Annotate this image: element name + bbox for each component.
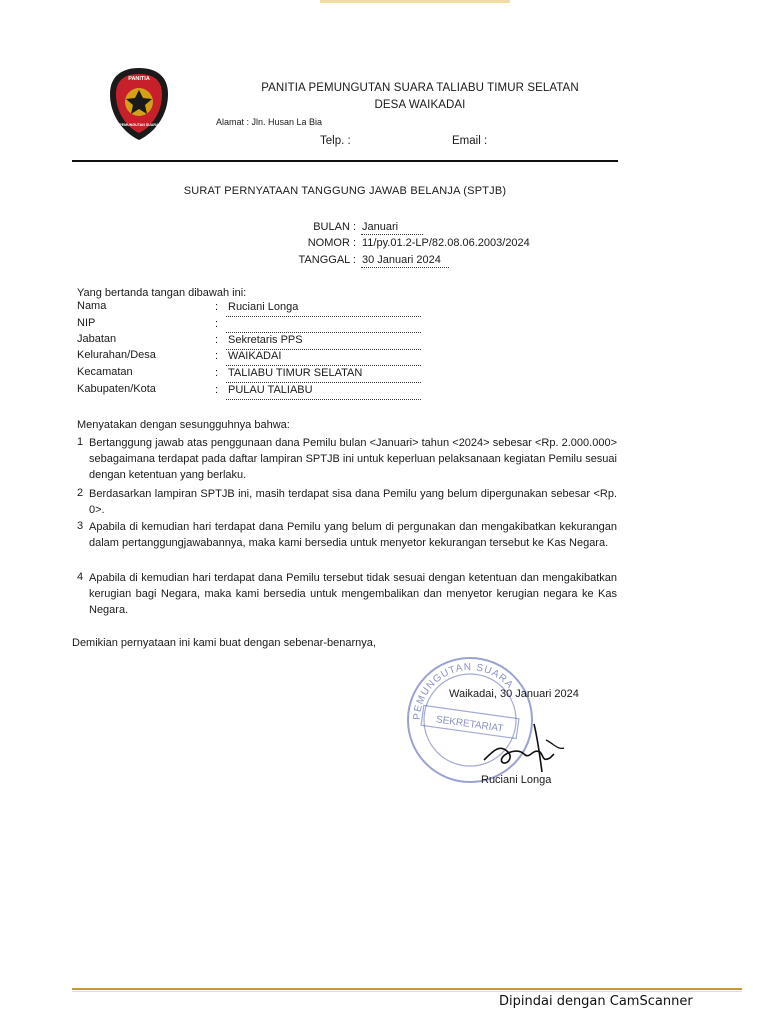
email-label: Email :: [452, 135, 488, 147]
identity-value: PULAU TALIABU: [228, 384, 313, 396]
statement-item-4: Apabila di kemudian hari terdapat dana Pemilu tersebut tidak sesuai dengan ketentuan dan mengakibatkan kerugian bagi Negara, maka kami bersedia untuk mengembalikan dan menyetor kerugian negara ke Kas Negara.: [89, 572, 617, 616]
identity-label: Nama: [77, 300, 107, 312]
meta-bulan-value: Januari: [362, 221, 399, 233]
meta-nomor-label: NOMOR :: [307, 237, 356, 249]
item-number: 2: [77, 487, 84, 499]
dotted-line: [226, 399, 421, 400]
dotted-line: [226, 332, 421, 333]
meta-bulan-line: [361, 234, 423, 235]
identity-colon: :: [215, 334, 219, 346]
meta-tanggal-label: TANGGAL :: [298, 254, 356, 266]
kpu-logo: [108, 66, 170, 142]
identity-label: Kelurahan/Desa: [77, 349, 156, 361]
dotted-line: [226, 365, 421, 366]
identity-colon: :: [215, 384, 219, 396]
meta-tanggal-value: 30 Januari 2024: [362, 254, 441, 266]
stamp-text-top: PEMUNGUTAN SUARA: [411, 661, 516, 721]
meta-nomor-value: 11/py.01.2-LP/82.08.06.2003/2024: [362, 237, 530, 249]
item-number: 4: [77, 571, 84, 583]
identity-label: Kabupaten/Kota: [77, 383, 156, 395]
identity-label: Kecamatan: [77, 366, 133, 378]
footer-rule-shadow: [72, 991, 742, 992]
identity-label: NIP: [77, 317, 96, 329]
identity-value: Sekretaris PPS: [228, 334, 303, 346]
signature: [470, 710, 580, 780]
meta-tanggal-line: [361, 267, 449, 268]
org-village: DESA WAIKADAI: [374, 99, 466, 111]
document-title: SURAT PERNYATAAN TANGGUNG JAWAB BELANJA (SPTJB): [183, 185, 507, 197]
org-address: Alamat : Jln. Husan La Bia: [216, 117, 323, 127]
item-number: 3: [77, 520, 84, 532]
org-name: PANITIA PEMUNGUTAN SUARA TALIABU TIMUR SELATAN: [261, 82, 579, 94]
scanner-watermark: Dipindai dengan CamScanner: [499, 994, 693, 1009]
identity-value: WAIKADAI: [228, 350, 282, 362]
footer-rule: [72, 988, 742, 990]
identity-colon: :: [215, 350, 219, 362]
meta-bulan-label: BULAN :: [313, 221, 356, 233]
dotted-line: [226, 316, 421, 317]
statement-intro: Menyatakan dengan sesungguhnya bahwa:: [77, 419, 290, 431]
dotted-line: [226, 382, 421, 383]
telp-label: Telp. :: [320, 135, 351, 147]
intro-text: Yang bertanda tangan dibawah ini:: [77, 287, 247, 299]
identity-colon: :: [215, 318, 219, 330]
statement-item-2: Berdasarkan lampiran SPTJB ini, masih terdapat sisa dana Pemilu yang belum dipergunakan sebesar <Rp. 0>.: [89, 488, 617, 516]
identity-value: Ruciani Longa: [228, 301, 299, 313]
signer-name: Ruciani Longa: [481, 774, 552, 786]
statement-item-3: Apabila di kemudian hari terdapat dana Pemilu yang belum di pergunakan dan mengakibatkan kekurangan dalam pertanggungjawabannya, maka kami bersedia untuk menyetor kekurangan tersebut ke Kas Negara.: [89, 521, 617, 549]
closing-text: Demikian pernyataan ini kami buat dengan sebenar-benarnya,: [72, 637, 376, 649]
identity-value: TALIABU TIMUR SELATAN: [228, 367, 363, 379]
place-date: Waikadai, 30 Januari 2024: [449, 688, 579, 700]
logo-text-bottom: PEMUNGUTAN SUARA: [119, 123, 159, 127]
identity-colon: :: [215, 301, 219, 313]
identity-colon: :: [215, 367, 219, 379]
header-divider: [72, 160, 618, 162]
stamp-text-mid: SEKRETARIAT: [435, 714, 505, 735]
item-number: 1: [77, 436, 84, 448]
statement-item-1: Bertanggung jawab atas penggunaan dana Pemilu bulan <Januari> tahun <2024> sebesar <Rp. 2.000.000> sebagaimana terdapat pada daftar lampiran SPTJB ini untuk keperluan pelaksanaan kegiatan Pemilu sesuai dengan ketentuan yang berlaku.: [89, 437, 617, 481]
logo-text-top: PANITIA: [128, 76, 150, 82]
identity-label: Jabatan: [77, 333, 117, 345]
